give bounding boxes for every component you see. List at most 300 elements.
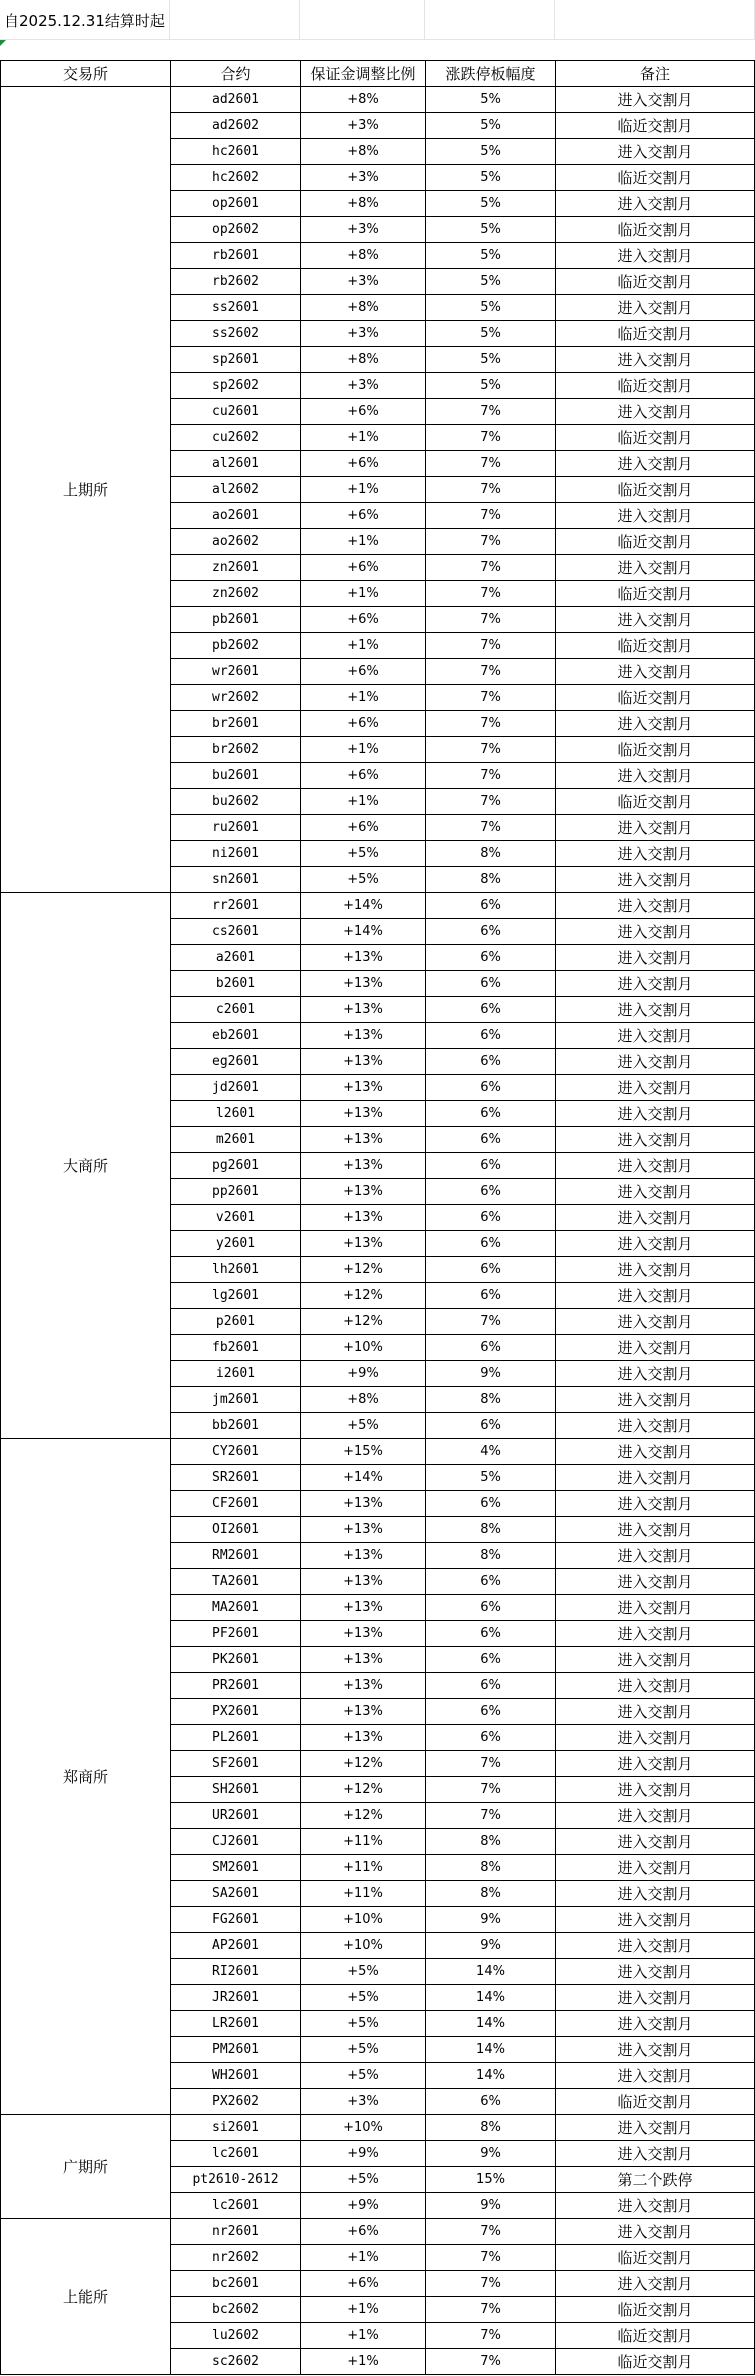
price-limit-cell: 6% — [426, 945, 556, 971]
margin-ratio-cell: +1% — [301, 685, 426, 711]
contract-cell: PR2601 — [171, 1673, 301, 1699]
contract-cell: bu2602 — [171, 789, 301, 815]
remark-cell: 进入交割月 — [556, 1907, 755, 1933]
contract-cell: zn2601 — [171, 555, 301, 581]
price-limit-cell: 14% — [426, 2011, 556, 2037]
table-row — [1, 1439, 755, 1465]
price-limit-cell: 5% — [426, 139, 556, 165]
contract-cell: nr2601 — [171, 2219, 301, 2245]
cell-comment-marker — [0, 40, 6, 46]
remark-cell: 进入交割月 — [556, 1543, 755, 1569]
margin-ratio-cell: +5% — [301, 841, 426, 867]
contract-cell: PK2601 — [171, 1647, 301, 1673]
contract-cell: hc2601 — [171, 139, 301, 165]
price-limit-cell: 6% — [426, 1231, 556, 1257]
exchange-cell: 大商所 — [1, 893, 171, 1439]
contract-cell: ad2602 — [171, 113, 301, 139]
price-limit-cell: 5% — [426, 243, 556, 269]
price-limit-cell: 14% — [426, 1985, 556, 2011]
price-limit-cell: 9% — [426, 1361, 556, 1387]
price-limit-cell: 5% — [426, 295, 556, 321]
margin-ratio-cell: +1% — [301, 789, 426, 815]
price-limit-cell: 7% — [426, 2349, 556, 2375]
remark-cell: 进入交割月 — [556, 945, 755, 971]
margin-ratio-cell: +8% — [301, 191, 426, 217]
price-limit-cell: 7% — [426, 763, 556, 789]
table-row — [1, 87, 755, 113]
margin-ratio-cell: +13% — [301, 1543, 426, 1569]
sheet-top-area — [0, 0, 755, 60]
margin-ratio-cell: +14% — [301, 893, 426, 919]
exchange-cell: 上能所 — [1, 2219, 171, 2375]
margin-ratio-cell: +6% — [301, 2219, 426, 2245]
grid-cell — [425, 0, 555, 40]
remark-cell: 临近交割月 — [556, 789, 755, 815]
remark-cell: 临近交割月 — [556, 685, 755, 711]
contract-cell: lh2601 — [171, 1257, 301, 1283]
margin-ratio-cell: +3% — [301, 113, 426, 139]
contract-cell: eb2601 — [171, 1023, 301, 1049]
contract-cell: lc2601 — [171, 2141, 301, 2167]
price-limit-cell: 7% — [426, 529, 556, 555]
remark-cell: 进入交割月 — [556, 2219, 755, 2245]
price-limit-cell: 6% — [426, 1413, 556, 1439]
margin-ratio-cell: +3% — [301, 165, 426, 191]
remark-cell: 临近交割月 — [556, 269, 755, 295]
remark-cell: 临近交割月 — [556, 581, 755, 607]
price-limit-cell: 7% — [426, 503, 556, 529]
remark-cell: 进入交割月 — [556, 1439, 755, 1465]
remark-cell: 进入交割月 — [556, 347, 755, 373]
remark-cell: 进入交割月 — [556, 1231, 755, 1257]
margin-ratio-cell: +5% — [301, 2037, 426, 2063]
margin-ratio-cell: +10% — [301, 1907, 426, 1933]
header-margin-ratio: 保证金调整比例 — [301, 61, 426, 87]
contract-cell: wr2601 — [171, 659, 301, 685]
price-limit-cell: 8% — [426, 1855, 556, 1881]
price-limit-cell: 8% — [426, 867, 556, 893]
margin-ratio-cell: +10% — [301, 1933, 426, 1959]
remark-cell: 进入交割月 — [556, 1491, 755, 1517]
margin-ratio-cell: +5% — [301, 1413, 426, 1439]
price-limit-cell: 7% — [426, 425, 556, 451]
contract-cell: MA2601 — [171, 1595, 301, 1621]
price-limit-cell: 8% — [426, 1881, 556, 1907]
margin-ratio-cell: +10% — [301, 1335, 426, 1361]
margin-adjustment-table — [0, 60, 755, 2375]
table-row — [1, 2115, 755, 2141]
contract-cell: wr2602 — [171, 685, 301, 711]
margin-ratio-cell: +5% — [301, 2167, 426, 2193]
remark-cell: 进入交割月 — [556, 711, 755, 737]
contract-cell: JR2601 — [171, 1985, 301, 2011]
remark-cell: 进入交割月 — [556, 971, 755, 997]
price-limit-cell: 7% — [426, 1309, 556, 1335]
remark-cell: 进入交割月 — [556, 451, 755, 477]
table-row — [1, 893, 755, 919]
price-limit-cell: 7% — [426, 2323, 556, 2349]
contract-cell: cu2602 — [171, 425, 301, 451]
price-limit-cell: 6% — [426, 1205, 556, 1231]
price-limit-cell: 6% — [426, 1257, 556, 1283]
contract-cell: rb2602 — [171, 269, 301, 295]
remark-cell: 临近交割月 — [556, 477, 755, 503]
margin-ratio-cell: +14% — [301, 1465, 426, 1491]
contract-cell: cu2601 — [171, 399, 301, 425]
contract-cell: bc2602 — [171, 2297, 301, 2323]
remark-cell: 进入交割月 — [556, 243, 755, 269]
price-limit-cell: 8% — [426, 2115, 556, 2141]
margin-ratio-cell: +3% — [301, 321, 426, 347]
price-limit-cell: 6% — [426, 1153, 556, 1179]
price-limit-cell: 9% — [426, 2141, 556, 2167]
margin-ratio-cell: +5% — [301, 867, 426, 893]
price-limit-cell: 7% — [426, 815, 556, 841]
margin-ratio-cell: +6% — [301, 607, 426, 633]
remark-cell: 进入交割月 — [556, 1127, 755, 1153]
margin-ratio-cell: +6% — [301, 659, 426, 685]
price-limit-cell: 6% — [426, 971, 556, 997]
contract-cell: i2601 — [171, 1361, 301, 1387]
contract-cell: y2601 — [171, 1231, 301, 1257]
remark-cell: 进入交割月 — [556, 1595, 755, 1621]
remark-cell: 进入交割月 — [556, 1309, 755, 1335]
price-limit-cell: 9% — [426, 1907, 556, 1933]
margin-ratio-cell: +13% — [301, 1179, 426, 1205]
margin-ratio-cell: +13% — [301, 1023, 426, 1049]
margin-ratio-cell: +11% — [301, 1829, 426, 1855]
remark-cell: 进入交割月 — [556, 1569, 755, 1595]
contract-cell: sp2602 — [171, 373, 301, 399]
price-limit-cell: 7% — [426, 2271, 556, 2297]
contract-cell: RM2601 — [171, 1543, 301, 1569]
margin-ratio-cell: +1% — [301, 477, 426, 503]
contract-cell: ss2602 — [171, 321, 301, 347]
contract-cell: SH2601 — [171, 1777, 301, 1803]
margin-ratio-cell: +1% — [301, 2349, 426, 2375]
contract-cell: CF2601 — [171, 1491, 301, 1517]
price-limit-cell: 8% — [426, 1387, 556, 1413]
contract-cell: al2602 — [171, 477, 301, 503]
price-limit-cell: 5% — [426, 269, 556, 295]
margin-ratio-cell: +13% — [301, 1673, 426, 1699]
contract-cell: a2601 — [171, 945, 301, 971]
contract-cell: v2601 — [171, 1205, 301, 1231]
remark-cell: 进入交割月 — [556, 555, 755, 581]
contract-cell: ao2601 — [171, 503, 301, 529]
margin-ratio-cell: +13% — [301, 1231, 426, 1257]
contract-cell: PX2601 — [171, 1699, 301, 1725]
price-limit-cell: 6% — [426, 1023, 556, 1049]
contract-cell: fb2601 — [171, 1335, 301, 1361]
margin-ratio-cell: +6% — [301, 763, 426, 789]
margin-ratio-cell: +13% — [301, 945, 426, 971]
margin-ratio-cell: +3% — [301, 269, 426, 295]
margin-ratio-cell: +1% — [301, 581, 426, 607]
grid-cell — [170, 0, 300, 40]
contract-cell: PX2602 — [171, 2089, 301, 2115]
remark-cell: 进入交割月 — [556, 2271, 755, 2297]
contract-cell: sn2601 — [171, 867, 301, 893]
remark-cell: 进入交割月 — [556, 2011, 755, 2037]
price-limit-cell: 6% — [426, 1075, 556, 1101]
remark-cell: 进入交割月 — [556, 1101, 755, 1127]
margin-ratio-cell: +6% — [301, 555, 426, 581]
margin-ratio-cell: +13% — [301, 1075, 426, 1101]
price-limit-cell: 8% — [426, 1829, 556, 1855]
contract-cell: al2601 — [171, 451, 301, 477]
price-limit-cell: 7% — [426, 581, 556, 607]
header-row — [1, 61, 755, 87]
exchange-cell: 郑商所 — [1, 1439, 171, 2115]
price-limit-cell: 9% — [426, 1933, 556, 1959]
grid-cell — [300, 0, 425, 40]
price-limit-cell: 5% — [426, 1465, 556, 1491]
remark-cell: 进入交割月 — [556, 841, 755, 867]
remark-cell: 临近交割月 — [556, 373, 755, 399]
remark-cell: 第二个跌停 — [556, 2167, 755, 2193]
margin-ratio-cell: +6% — [301, 2271, 426, 2297]
margin-ratio-cell: +13% — [301, 1049, 426, 1075]
exchange-cell: 广期所 — [1, 2115, 171, 2219]
contract-cell: SR2601 — [171, 1465, 301, 1491]
remark-cell: 进入交割月 — [556, 1673, 755, 1699]
contract-cell: b2601 — [171, 971, 301, 997]
remark-cell: 临近交割月 — [556, 2245, 755, 2271]
remark-cell: 进入交割月 — [556, 139, 755, 165]
price-limit-cell: 5% — [426, 347, 556, 373]
header-price-limit: 涨跌停板幅度 — [426, 61, 556, 87]
remark-cell: 临近交割月 — [556, 2297, 755, 2323]
price-limit-cell: 6% — [426, 1647, 556, 1673]
remark-cell: 进入交割月 — [556, 1777, 755, 1803]
remark-cell: 进入交割月 — [556, 1205, 755, 1231]
margin-ratio-cell: +8% — [301, 87, 426, 113]
contract-cell: ad2601 — [171, 87, 301, 113]
margin-ratio-cell: +12% — [301, 1283, 426, 1309]
contract-cell: sc2602 — [171, 2349, 301, 2375]
remark-cell: 进入交割月 — [556, 295, 755, 321]
remark-cell: 进入交割月 — [556, 1959, 755, 1985]
price-limit-cell: 7% — [426, 607, 556, 633]
price-limit-cell: 6% — [426, 1101, 556, 1127]
price-limit-cell: 8% — [426, 841, 556, 867]
remark-cell: 进入交割月 — [556, 2037, 755, 2063]
margin-ratio-cell: +13% — [301, 1595, 426, 1621]
contract-cell: zn2602 — [171, 581, 301, 607]
contract-cell: PM2601 — [171, 2037, 301, 2063]
contract-cell: rr2601 — [171, 893, 301, 919]
price-limit-cell: 5% — [426, 87, 556, 113]
margin-ratio-cell: +11% — [301, 1881, 426, 1907]
contract-cell: TA2601 — [171, 1569, 301, 1595]
remark-cell: 进入交割月 — [556, 1387, 755, 1413]
contract-cell: PL2601 — [171, 1725, 301, 1751]
margin-ratio-cell: +8% — [301, 295, 426, 321]
margin-ratio-cell: +12% — [301, 1803, 426, 1829]
contract-cell: LR2601 — [171, 2011, 301, 2037]
margin-ratio-cell: +13% — [301, 997, 426, 1023]
price-limit-cell: 7% — [426, 451, 556, 477]
margin-ratio-cell: +8% — [301, 139, 426, 165]
contract-cell: CY2601 — [171, 1439, 301, 1465]
remark-cell: 进入交割月 — [556, 1361, 755, 1387]
price-limit-cell: 5% — [426, 165, 556, 191]
price-limit-cell: 7% — [426, 659, 556, 685]
remark-cell: 进入交割月 — [556, 87, 755, 113]
remark-cell: 进入交割月 — [556, 1465, 755, 1491]
price-limit-cell: 8% — [426, 1543, 556, 1569]
price-limit-cell: 6% — [426, 1127, 556, 1153]
remark-cell: 进入交割月 — [556, 659, 755, 685]
contract-cell: l2601 — [171, 1101, 301, 1127]
remark-cell: 进入交割月 — [556, 1335, 755, 1361]
remark-cell: 进入交割月 — [556, 1283, 755, 1309]
price-limit-cell: 7% — [426, 1751, 556, 1777]
price-limit-cell: 6% — [426, 2089, 556, 2115]
remark-cell: 进入交割月 — [556, 1985, 755, 2011]
remark-cell: 进入交割月 — [556, 503, 755, 529]
remark-cell: 进入交割月 — [556, 1881, 755, 1907]
margin-ratio-cell: +9% — [301, 2141, 426, 2167]
margin-ratio-cell: +1% — [301, 529, 426, 555]
remark-cell: 进入交割月 — [556, 867, 755, 893]
contract-cell: sp2601 — [171, 347, 301, 373]
price-limit-cell: 7% — [426, 789, 556, 815]
contract-cell: rb2601 — [171, 243, 301, 269]
price-limit-cell: 5% — [426, 191, 556, 217]
remark-cell: 进入交割月 — [556, 399, 755, 425]
margin-ratio-cell: +8% — [301, 347, 426, 373]
price-limit-cell: 15% — [426, 2167, 556, 2193]
remark-cell: 进入交割月 — [556, 997, 755, 1023]
price-limit-cell: 8% — [426, 1517, 556, 1543]
remark-cell: 进入交割月 — [556, 1153, 755, 1179]
margin-ratio-cell: +15% — [301, 1439, 426, 1465]
remark-cell: 进入交割月 — [556, 1023, 755, 1049]
contract-cell: FG2601 — [171, 1907, 301, 1933]
contract-cell: p2601 — [171, 1309, 301, 1335]
contract-cell: bu2601 — [171, 763, 301, 789]
margin-ratio-cell: +6% — [301, 399, 426, 425]
margin-ratio-cell: +1% — [301, 2297, 426, 2323]
remark-cell: 进入交割月 — [556, 2063, 755, 2089]
header-exchange: 交易所 — [1, 61, 171, 87]
price-limit-cell: 7% — [426, 737, 556, 763]
margin-ratio-cell: +1% — [301, 633, 426, 659]
price-limit-cell: 9% — [426, 2193, 556, 2219]
price-limit-cell: 5% — [426, 321, 556, 347]
price-limit-cell: 7% — [426, 2245, 556, 2271]
contract-cell: op2602 — [171, 217, 301, 243]
margin-ratio-cell: +12% — [301, 1777, 426, 1803]
price-limit-cell: 6% — [426, 1699, 556, 1725]
price-limit-cell: 7% — [426, 477, 556, 503]
contract-cell: UR2601 — [171, 1803, 301, 1829]
margin-ratio-cell: +9% — [301, 1361, 426, 1387]
margin-ratio-cell: +5% — [301, 1985, 426, 2011]
remark-cell: 进入交割月 — [556, 1621, 755, 1647]
remark-cell: 进入交割月 — [556, 893, 755, 919]
margin-ratio-cell: +13% — [301, 1153, 426, 1179]
margin-ratio-cell: +3% — [301, 217, 426, 243]
price-limit-cell: 7% — [426, 685, 556, 711]
margin-ratio-cell: +13% — [301, 1517, 426, 1543]
contract-cell: bb2601 — [171, 1413, 301, 1439]
contract-cell: SM2601 — [171, 1855, 301, 1881]
remark-cell: 进入交割月 — [556, 607, 755, 633]
contract-cell: lu2602 — [171, 2323, 301, 2349]
remark-cell: 临近交割月 — [556, 217, 755, 243]
margin-ratio-cell: +6% — [301, 451, 426, 477]
price-limit-cell: 6% — [426, 893, 556, 919]
margin-ratio-cell: +1% — [301, 2245, 426, 2271]
price-limit-cell: 7% — [426, 399, 556, 425]
contract-cell: m2601 — [171, 1127, 301, 1153]
margin-ratio-cell: +13% — [301, 1101, 426, 1127]
header-remark: 备注 — [556, 61, 755, 87]
header-contract: 合约 — [171, 61, 301, 87]
contract-cell: ss2601 — [171, 295, 301, 321]
margin-ratio-cell: +6% — [301, 503, 426, 529]
margin-ratio-cell: +13% — [301, 1621, 426, 1647]
remark-cell: 进入交割月 — [556, 1699, 755, 1725]
remark-cell: 进入交割月 — [556, 763, 755, 789]
contract-cell: CJ2601 — [171, 1829, 301, 1855]
remark-cell: 进入交割月 — [556, 815, 755, 841]
price-limit-cell: 6% — [426, 1725, 556, 1751]
price-limit-cell: 5% — [426, 373, 556, 399]
margin-ratio-cell: +13% — [301, 1569, 426, 1595]
margin-ratio-cell: +6% — [301, 815, 426, 841]
contract-cell: SF2601 — [171, 1751, 301, 1777]
margin-ratio-cell: +13% — [301, 1647, 426, 1673]
margin-ratio-cell: +13% — [301, 1491, 426, 1517]
price-limit-cell: 4% — [426, 1439, 556, 1465]
price-limit-cell: 6% — [426, 1283, 556, 1309]
margin-ratio-cell: +5% — [301, 2011, 426, 2037]
price-limit-cell: 7% — [426, 2297, 556, 2323]
price-limit-cell: 14% — [426, 1959, 556, 1985]
remark-cell: 进入交割月 — [556, 919, 755, 945]
margin-ratio-cell: +13% — [301, 1725, 426, 1751]
contract-cell: AP2601 — [171, 1933, 301, 1959]
margin-ratio-cell: +10% — [301, 2115, 426, 2141]
margin-ratio-cell: +14% — [301, 919, 426, 945]
price-limit-cell: 6% — [426, 1179, 556, 1205]
price-limit-cell: 7% — [426, 555, 556, 581]
remark-cell: 进入交割月 — [556, 1413, 755, 1439]
margin-ratio-cell: +1% — [301, 425, 426, 451]
price-limit-cell: 7% — [426, 1803, 556, 1829]
margin-ratio-cell: +3% — [301, 2089, 426, 2115]
grid-cell — [555, 0, 755, 40]
remark-cell: 临近交割月 — [556, 321, 755, 347]
contract-cell: jd2601 — [171, 1075, 301, 1101]
remark-cell: 临近交割月 — [556, 529, 755, 555]
margin-ratio-cell: +13% — [301, 1205, 426, 1231]
margin-ratio-cell: +12% — [301, 1309, 426, 1335]
remark-cell: 进入交割月 — [556, 1751, 755, 1777]
price-limit-cell: 7% — [426, 1777, 556, 1803]
remark-cell: 进入交割月 — [556, 2141, 755, 2167]
remark-cell: 临近交割月 — [556, 2089, 755, 2115]
contract-cell: ao2602 — [171, 529, 301, 555]
margin-ratio-cell: +5% — [301, 1959, 426, 1985]
margin-ratio-cell: +13% — [301, 1699, 426, 1725]
remark-cell: 进入交割月 — [556, 2193, 755, 2219]
contract-cell: nr2602 — [171, 2245, 301, 2271]
